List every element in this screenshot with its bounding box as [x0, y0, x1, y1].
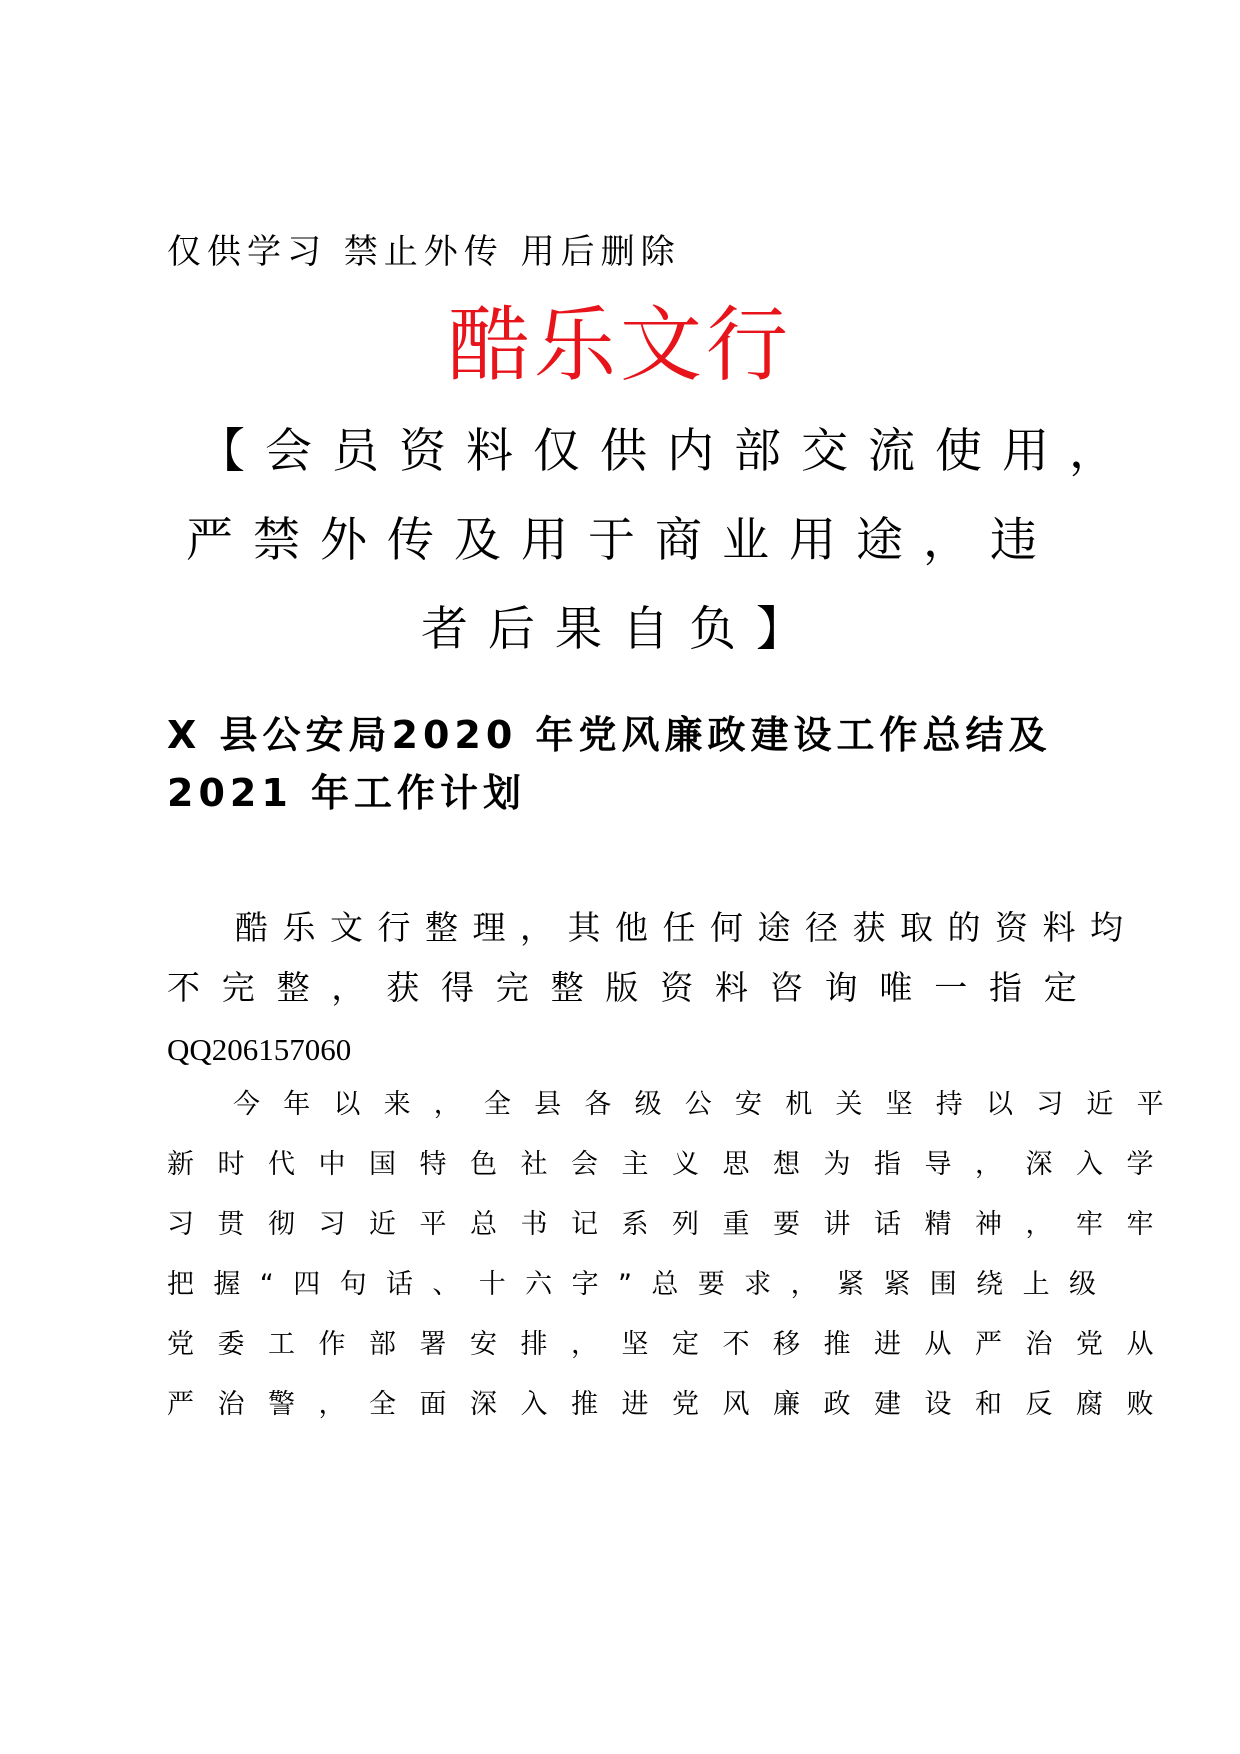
- member-notice-line-2: 严禁外传及用于商业用途，违: [186, 513, 1057, 568]
- document-title-line-2: 2021 年工作计划: [167, 771, 526, 815]
- member-notice-line-3: 者后果自负】: [421, 602, 823, 657]
- body-line-6: 严治警，全面深入推进党风廉政建设和反腐败: [167, 1389, 1177, 1420]
- usage-notice: 仅供学习 禁止外传 用后删除: [167, 232, 681, 272]
- source-line-1: 酷乐文行整理，其他任何途径获取的资料均: [235, 908, 1138, 947]
- source-line-3: QQ206157060: [167, 1032, 352, 1067]
- body-line-2: 新时代中国特色社会主义思想为指导，深入学: [167, 1149, 1177, 1180]
- body-line-4: 把握“四句话、十六字”总要求，紧紧围绕上级: [167, 1269, 1116, 1300]
- body-line-3: 习贯彻习近平总书记系列重要讲话精神，牢牢: [167, 1209, 1177, 1240]
- document-title-line-1: X 县公安局2020 年党风廉政建设工作总结及: [167, 713, 1052, 757]
- body-line-5: 党委工作部署安排，坚定不移推进从严治党从: [167, 1329, 1177, 1360]
- member-notice-line-1: 【会员资料仅供内部交流使用，: [198, 424, 1136, 479]
- brand-name: 酷乐文行: [447, 298, 792, 393]
- body-line-1: 今年以来，全县各级公安机关坚持以习近平: [233, 1089, 1187, 1120]
- source-line-2: 不完整，获得完整版资料咨询唯一指定: [167, 968, 1099, 1007]
